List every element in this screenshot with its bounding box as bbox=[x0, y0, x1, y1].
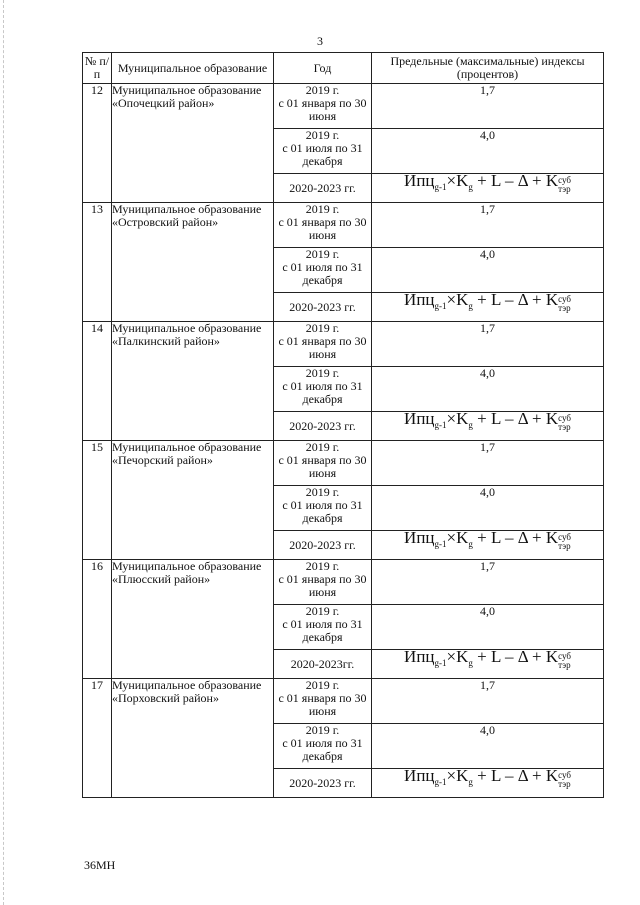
row-number: 16 bbox=[83, 560, 112, 679]
formula-k2-sub: тэр bbox=[558, 422, 571, 432]
period-year: 2019 г. bbox=[305, 440, 340, 454]
formula-k-sub: g bbox=[468, 182, 473, 192]
formula-base: Ипц bbox=[404, 171, 435, 190]
period-year: 2019 г. bbox=[305, 202, 340, 216]
formula-base-sub: g-1 bbox=[434, 658, 447, 668]
period-range: с 01 января по 30 июня bbox=[278, 691, 367, 718]
period-cell bbox=[274, 679, 372, 724]
formula-k2-sup: суб bbox=[558, 294, 571, 304]
formula-base: Ипц bbox=[404, 766, 435, 785]
index-value: 4,0 bbox=[372, 486, 604, 531]
header-municipality: Муниципальное образование bbox=[112, 53, 274, 84]
period-year: 2019 г. bbox=[305, 723, 340, 737]
formula-k2-sup: суб bbox=[558, 413, 571, 423]
table-header-row bbox=[83, 53, 604, 84]
period-range: с 01 января по 30 июня bbox=[278, 334, 367, 361]
formula-k-sub: g bbox=[468, 420, 473, 430]
period-range: с 01 января по 30 июня bbox=[278, 572, 367, 599]
formula-k2-indices bbox=[558, 176, 571, 194]
period-cell bbox=[274, 248, 372, 293]
index-formula bbox=[372, 290, 604, 322]
formula-base-sub: g-1 bbox=[434, 301, 447, 311]
formula-k2-sup: суб bbox=[558, 770, 571, 780]
formula-k2-indices bbox=[558, 652, 571, 670]
municipality-name: Муниципальное образование «Островский район» bbox=[112, 203, 274, 322]
index-value: 1,7 bbox=[372, 322, 604, 367]
page-number: 3 bbox=[317, 34, 323, 48]
index-value: 1,7 bbox=[372, 84, 604, 129]
header-num: № п/п bbox=[83, 53, 112, 84]
index-value: 1,7 bbox=[372, 203, 604, 248]
formula-rest: + L – Δ + K bbox=[477, 528, 559, 547]
period-year: 2019 г. bbox=[305, 559, 340, 573]
formula-k2-sub: тэр bbox=[558, 303, 571, 313]
period-cell bbox=[274, 367, 372, 412]
formula-base: Ипц bbox=[404, 290, 435, 309]
period-range: с 01 января по 30 июня bbox=[278, 96, 367, 123]
municipality-name: Муниципальное образование «Порховский район» bbox=[112, 679, 274, 798]
index-value: 4,0 bbox=[372, 605, 604, 650]
formula-base: Ипц bbox=[404, 647, 435, 666]
formula-rest: + L – Δ + K bbox=[477, 647, 559, 666]
formula-rest: + L – Δ + K bbox=[477, 409, 559, 428]
period-range: с 01 июля по 31 декабря bbox=[282, 141, 363, 168]
index-value: 1,7 bbox=[372, 441, 604, 486]
municipality-name: Муниципальное образование «Палкинский район» bbox=[112, 322, 274, 441]
formula-times: × bbox=[446, 528, 457, 547]
page-edge-line bbox=[3, 0, 4, 905]
indices-table bbox=[82, 52, 604, 798]
formula-k-sub: g bbox=[468, 301, 473, 311]
period-cell bbox=[274, 441, 372, 486]
index-formula bbox=[372, 171, 604, 203]
index-formula bbox=[372, 647, 604, 679]
row-number: 13 bbox=[83, 203, 112, 322]
formula-rest: + L – Δ + K bbox=[477, 290, 559, 309]
formula-k: K bbox=[456, 647, 469, 666]
formula-times: × bbox=[446, 766, 457, 785]
formula-base-sub: g-1 bbox=[434, 182, 447, 192]
index-value: 4,0 bbox=[372, 248, 604, 293]
document-code: 36МН bbox=[84, 858, 116, 872]
formula-k: K bbox=[456, 171, 469, 190]
period-year: 2019 г. bbox=[305, 485, 340, 499]
formula-times: × bbox=[446, 647, 457, 666]
period-cell bbox=[274, 560, 372, 605]
index-formula bbox=[372, 528, 604, 560]
table-row bbox=[83, 84, 604, 129]
period-cell bbox=[274, 486, 372, 531]
period-cell bbox=[274, 129, 372, 174]
index-value: 4,0 bbox=[372, 129, 604, 174]
period-year: 2020-2023 гг. bbox=[274, 174, 372, 203]
formula-rest: + L – Δ + K bbox=[477, 171, 559, 190]
formula-rest: + L – Δ + K bbox=[477, 766, 559, 785]
index-formula bbox=[372, 409, 604, 441]
index-value: 1,7 bbox=[372, 679, 604, 724]
index-value: 4,0 bbox=[372, 367, 604, 412]
formula-times: × bbox=[446, 290, 457, 309]
period-year: 2020-2023 гг. bbox=[274, 293, 372, 322]
table-row bbox=[83, 441, 604, 486]
row-number: 12 bbox=[83, 84, 112, 203]
formula-k: K bbox=[456, 290, 469, 309]
formula-k: K bbox=[456, 766, 469, 785]
formula-base-sub: g-1 bbox=[434, 420, 447, 430]
municipality-name: Муниципальное образование «Плюсский район» bbox=[112, 560, 274, 679]
table-row bbox=[83, 203, 604, 248]
formula-times: × bbox=[446, 409, 457, 428]
period-year: 2019 г. bbox=[305, 678, 340, 692]
formula-base-sub: g-1 bbox=[434, 777, 447, 787]
formula-k2-sub: тэр bbox=[558, 184, 571, 194]
table-row bbox=[83, 560, 604, 605]
row-number: 14 bbox=[83, 322, 112, 441]
period-cell bbox=[274, 605, 372, 650]
period-year: 2019 г. bbox=[305, 83, 340, 97]
period-range: с 01 января по 30 июня bbox=[278, 453, 367, 480]
period-range: с 01 июля по 31 декабря bbox=[282, 379, 363, 406]
period-year: 2020-2023 гг. bbox=[274, 412, 372, 441]
formula-k-sub: g bbox=[468, 539, 473, 549]
header-index: Предельные (максимальные) индексы (процентов) bbox=[372, 53, 604, 84]
period-year: 2019 г. bbox=[305, 128, 340, 142]
formula-k2-sub: тэр bbox=[558, 779, 571, 789]
formula-k-sub: g bbox=[468, 777, 473, 787]
formula-k2-indices bbox=[558, 295, 571, 313]
period-range: с 01 июля по 31 декабря bbox=[282, 617, 363, 644]
formula-k2-sup: суб bbox=[558, 651, 571, 661]
formula-k2-sub: тэр bbox=[558, 660, 571, 670]
table-body bbox=[83, 84, 604, 798]
period-year: 2019 г. bbox=[305, 247, 340, 261]
period-cell bbox=[274, 84, 372, 129]
municipality-name: Муниципальное образование «Опочецкий район» bbox=[112, 84, 274, 203]
row-number: 15 bbox=[83, 441, 112, 560]
formula-k2-indices bbox=[558, 771, 571, 789]
period-cell bbox=[274, 724, 372, 769]
formula-times: × bbox=[446, 171, 457, 190]
formula-k2-indices bbox=[558, 533, 571, 551]
period-year: 2019 г. bbox=[305, 321, 340, 335]
formula-k-sub: g bbox=[468, 658, 473, 668]
period-cell bbox=[274, 322, 372, 367]
formula-k2-indices bbox=[558, 414, 571, 432]
formula-base: Ипц bbox=[404, 528, 435, 547]
formula-base: Ипц bbox=[404, 409, 435, 428]
formula-k2-sup: суб bbox=[558, 532, 571, 542]
row-number: 17 bbox=[83, 679, 112, 798]
index-value: 4,0 bbox=[372, 724, 604, 769]
index-formula bbox=[372, 766, 604, 798]
period-range: с 01 июля по 31 декабря bbox=[282, 260, 363, 287]
period-year: 2020-2023 гг. bbox=[274, 531, 372, 560]
formula-k: K bbox=[456, 409, 469, 428]
index-value: 1,7 bbox=[372, 560, 604, 605]
table-row bbox=[83, 322, 604, 367]
formula-k2-sup: суб bbox=[558, 175, 571, 185]
formula-k2-sub: тэр bbox=[558, 541, 571, 551]
period-year: 2019 г. bbox=[305, 366, 340, 380]
period-range: с 01 июля по 31 декабря bbox=[282, 736, 363, 763]
period-cell bbox=[274, 203, 372, 248]
municipality-name: Муниципальное образование «Печорский район» bbox=[112, 441, 274, 560]
period-year: 2019 г. bbox=[305, 604, 340, 618]
period-year: 2020-2023 гг. bbox=[274, 769, 372, 798]
formula-base-sub: g-1 bbox=[434, 539, 447, 549]
table-row bbox=[83, 679, 604, 724]
period-year: 2020-2023гг. bbox=[274, 650, 372, 679]
formula-k: K bbox=[456, 528, 469, 547]
period-range: с 01 января по 30 июня bbox=[278, 215, 367, 242]
header-year: Год bbox=[274, 53, 372, 84]
period-range: с 01 июля по 31 декабря bbox=[282, 498, 363, 525]
